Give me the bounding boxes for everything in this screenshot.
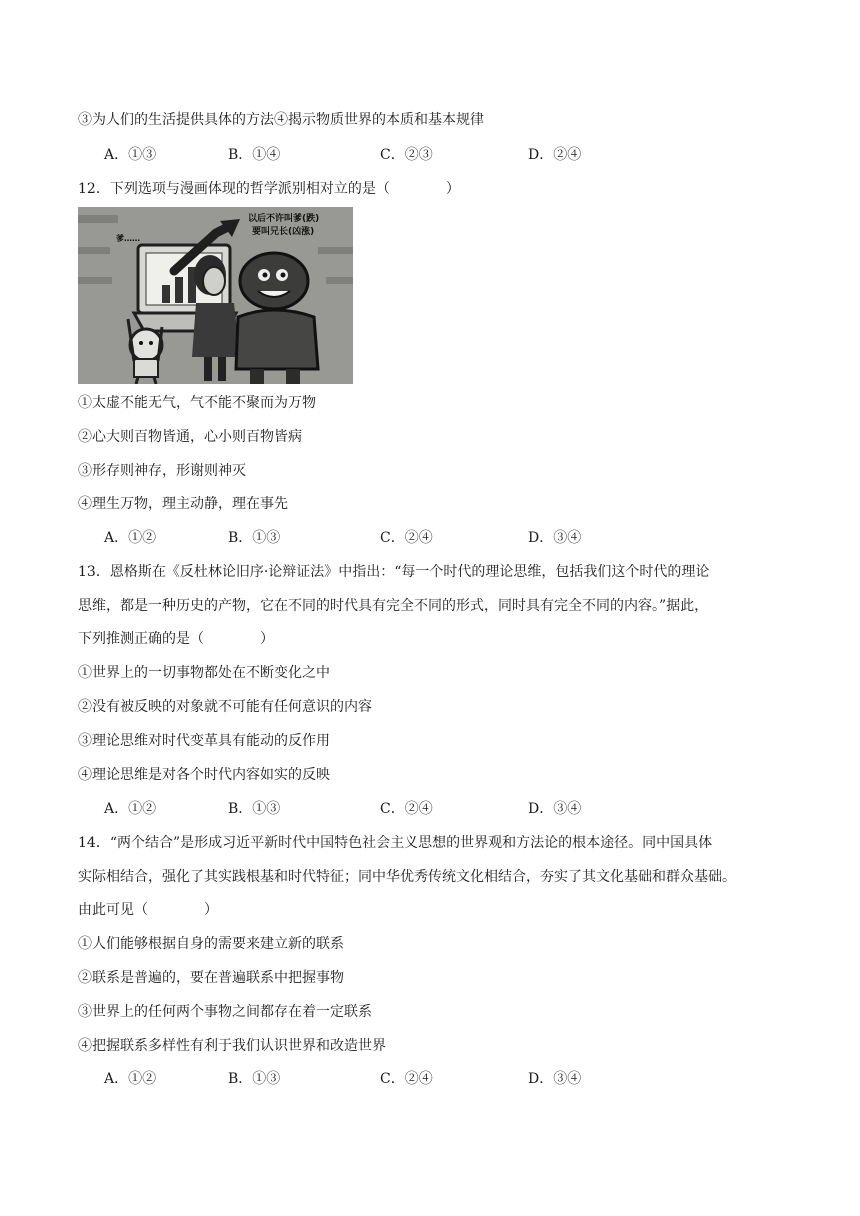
option-c: C．②④ <box>380 801 433 817</box>
option-d: D．③④ <box>528 1071 582 1087</box>
option-d: D．③④ <box>528 801 582 817</box>
question-14-stem-line-2: 实际相结合，强化了其实践根基和时代特征；同中华优秀传统文化相结合，夯实了其文化基础和群众基础。 <box>78 869 736 885</box>
question-14-item-1: ①人们能够根据自身的需要来建立新的联系 <box>78 936 344 952</box>
option-b: B．①③ <box>228 530 281 546</box>
question-14-item-2: ②联系是普遍的，要在普遍联系中把握事物 <box>78 970 344 986</box>
question-13-options <box>104 799 704 819</box>
question-13-stem-line-1: 13．恩格斯在《反杜林论旧序·论辩证法》中指出：“每一个时代的理论思维，包括我们这个时代的理论 <box>78 564 710 580</box>
option-d: D．③④ <box>528 530 582 546</box>
question-13-item-1: ①世界上的一切事物都处在不断变化之中 <box>78 665 330 681</box>
question-12-item-1: ①太虚不能无气，气不能不聚而为万物 <box>78 395 316 411</box>
question-12-item-3: ③形存则神存，形谢则神灭 <box>78 463 246 479</box>
question-12-stem: 12．下列选项与漫画体现的哲学派别相对立的是（ ） <box>78 181 460 197</box>
question-13-stem-line-2: 思维，都是一种历史的产物，它在不同的时代具有完全不同的形式，同时具有完全不同的内容。”据此， <box>78 598 709 614</box>
option-a: A．①③ <box>104 147 157 163</box>
question-14-options <box>104 1069 704 1089</box>
question-12-item-2: ②心大则百物皆通，心小则百物皆病 <box>78 429 302 445</box>
question-12-options <box>104 528 704 548</box>
prev-question-statement: ③为人们的生活提供具体的方法④揭示物质世界的本质和基本规律 <box>78 112 484 128</box>
option-b: B．①③ <box>228 801 281 817</box>
option-b: B．①④ <box>228 147 281 163</box>
option-c: C．②③ <box>380 147 433 163</box>
question-14-item-4: ④把握联系多样性有利于我们认识世界和改造世界 <box>78 1038 386 1054</box>
question-13-item-2: ②没有被反映的对象就不可能有任何意识的内容 <box>78 699 372 715</box>
question-14-stem-line-1: 14．“两个结合”是形成习近平新时代中国特色社会主义思想的世界观和方法论的根本途径。同中国具体 <box>78 835 713 851</box>
prev-question-options <box>104 145 704 165</box>
speech-line-2: 要叫兄长(凶涨) <box>252 227 315 237</box>
speech-line-1: 以后不许叫爹(跌) <box>248 214 320 224</box>
option-c: C．②④ <box>380 1071 433 1087</box>
option-a: A．①② <box>104 1071 157 1087</box>
option-a: A．①② <box>104 801 157 817</box>
cartoon-image <box>78 207 353 384</box>
option-d: D．②④ <box>528 147 582 163</box>
option-b: B．①③ <box>228 1071 281 1087</box>
option-c: C．②④ <box>380 530 433 546</box>
question-12-item-4: ④理生万物，理主动静，理在事先 <box>78 496 288 512</box>
man-figure <box>236 253 318 384</box>
question-13-stem-line-3: 下列推测正确的是（ ） <box>78 631 274 647</box>
question-14-item-3: ③世界上的任何两个事物之间都存在着一定联系 <box>78 1004 372 1020</box>
question-13-item-4: ④理论思维是对各个时代内容如实的反映 <box>78 767 330 783</box>
speech-kid: 爹…… <box>116 234 140 243</box>
question-13-item-3: ③理论思维对时代变革具有能动的反作用 <box>78 733 330 749</box>
question-14-stem-line-3: 由此可见（ ） <box>78 902 218 918</box>
option-a: A．①② <box>104 530 157 546</box>
